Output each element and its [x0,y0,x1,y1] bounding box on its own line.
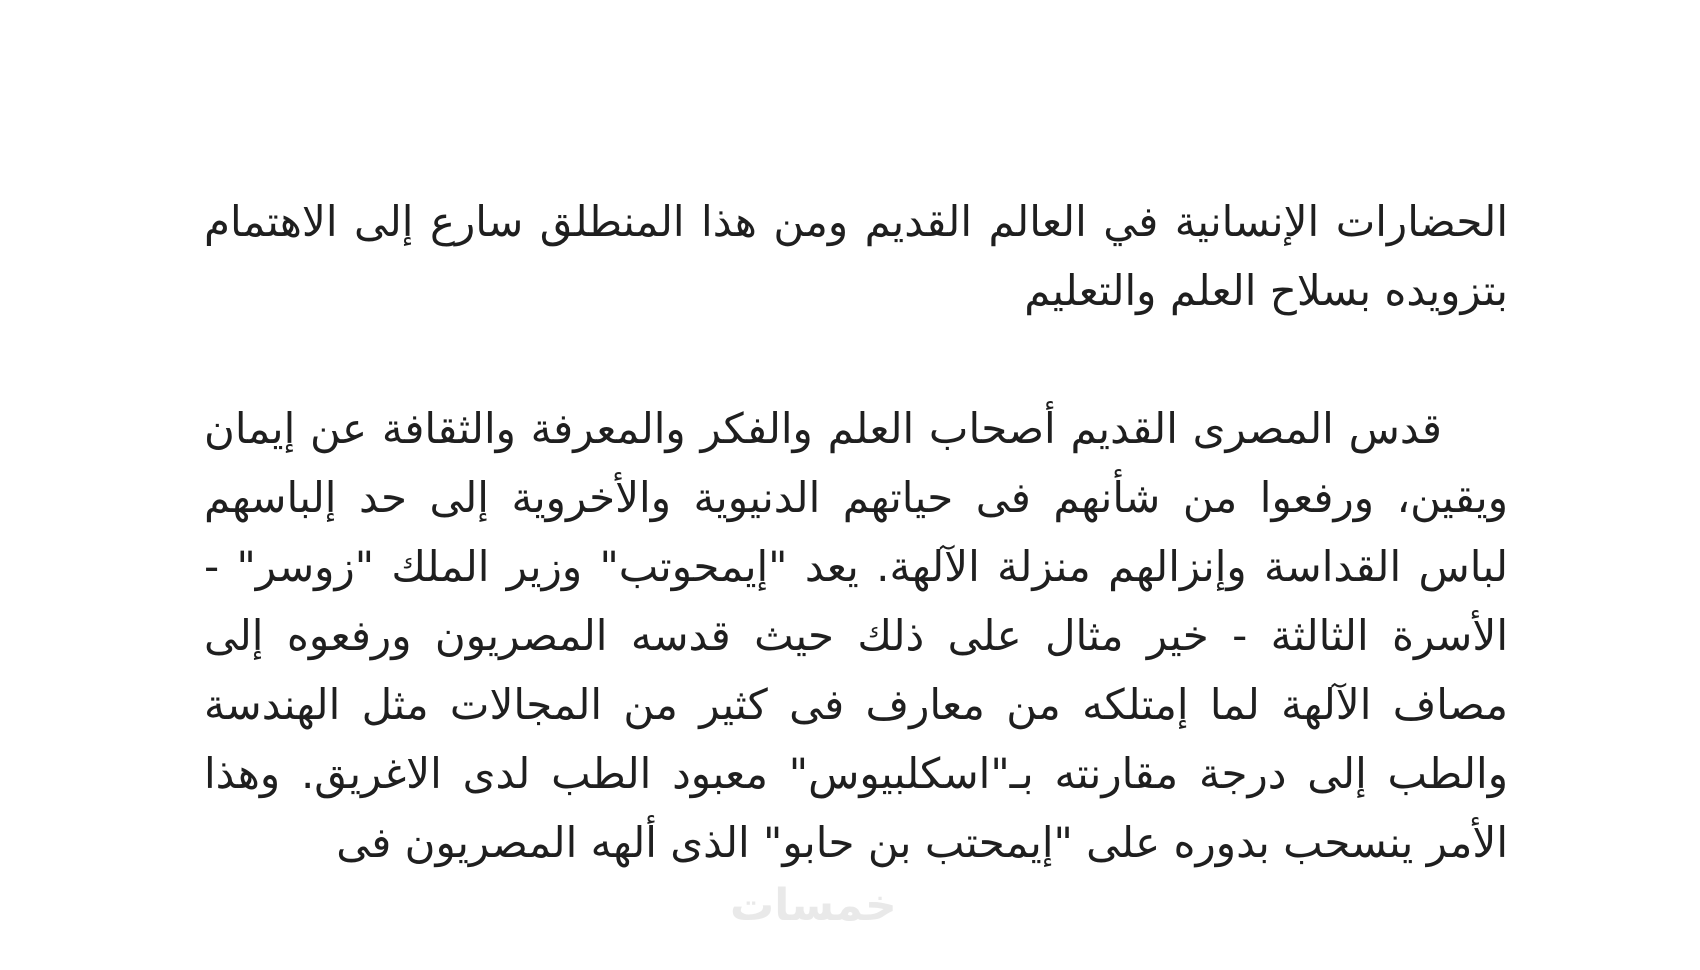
main-paragraph: قدس المصرى القديم أصحاب العلم والفكر والمعرفة والثقافة عن إيمان ويقين، ورفعوا من شأنهم فى حياتهم الدنيوية والأخروية إلى حد إلباسهم لباس القداسة وإنزالهم منزلة الآلهة. يعد "إيمحوتب" وزير الملك "زوسر" - الأسرة الثالثة - خير مثال على ذلك حيث قدسه المصريون ورفعوه إلى مصاف الآلهة لما إمتلكه من معارف فى كثير من المجالات مثل الهندسة والطب إلى درجة مقارنته بـ"اسكلبيوس" معبود الطب لدى الاغريق. وهذا الأمر ينسحب بدوره على "إيمحتب بن حابو" الذى ألهه المصريون فى [204,404,1508,867]
watermark-logo: خمسات [730,880,897,931]
intro-paragraph: الحضارات الإنسانية في العالم القديم ومن هذا المنطلق سارع إلى الاهتمام بتزويده بسلاح العلم والتعليم [204,197,1508,315]
article-body [204,187,1508,877]
